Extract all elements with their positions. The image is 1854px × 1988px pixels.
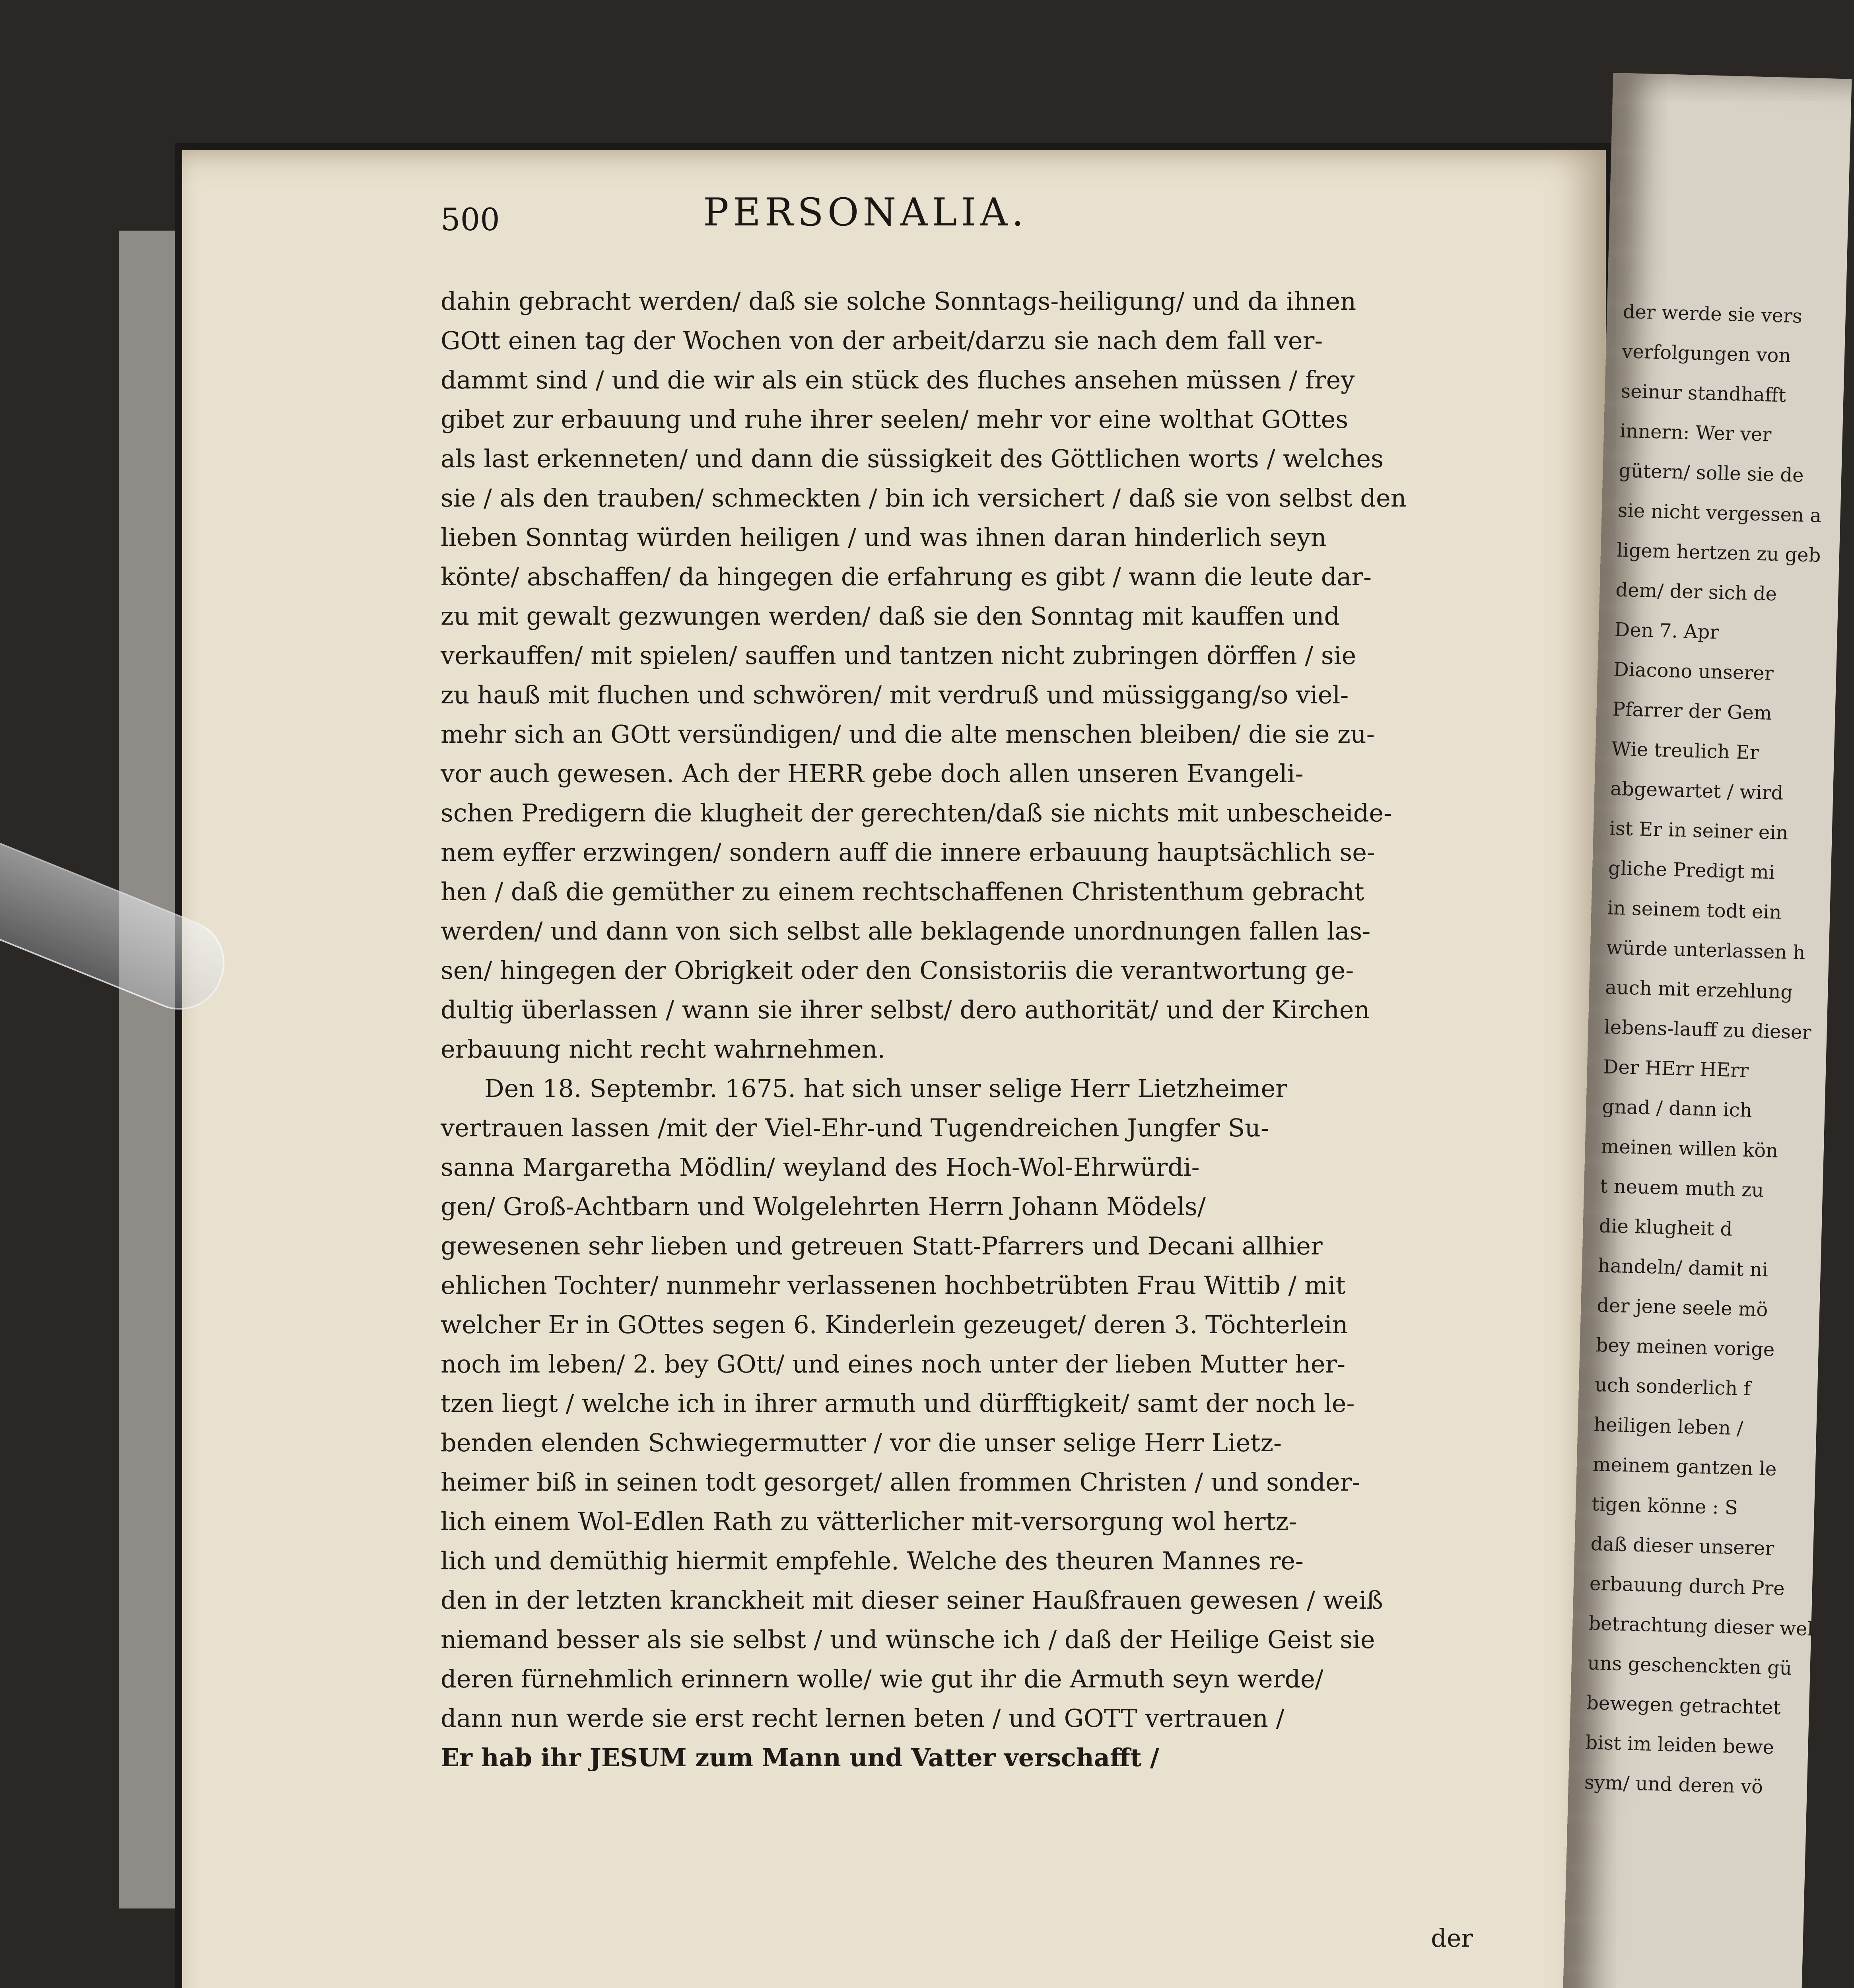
facing-page-line: ist Er in seiner ein [1609,817,1789,845]
facing-page-line: in seinem todt ein [1607,897,1782,924]
facing-page-line: gliche Predigt mi [1608,857,1775,884]
text-line: vertrauen lassen /mit der Viel-Ehr-und Tugendreichen Jungfer Su- [441,1113,1269,1142]
text-line: dultig überlassen / wann sie ihrer selbst/ dero authorität/ und der Kirchen [441,995,1370,1024]
facing-page-line: t neuem muth zu [1599,1175,1764,1202]
facing-page-line: sym/ und deren vö [1584,1771,1763,1798]
facing-page-line: ligem hertzen zu geb [1616,539,1821,567]
text-line: mehr sich an GOtt versündigen/ und die alte menschen bleiben/ die sie zu- [441,720,1375,749]
facing-page-line: würde unterlassen h [1606,936,1806,964]
text-line: GOtt einen tag der Wochen von der arbeit/darzu sie nach dem fall ver- [441,326,1323,355]
text-line: heimer biß in seinen todt gesorget/ allen frommen Christen / und sonder- [441,1468,1360,1497]
text-line: als last erkenneten/ und dann die süssigkeit des Göttlichen worts / welches [441,444,1384,473]
catchword: der [1431,1924,1473,1953]
text-line: gen/ Groß-Achtbarn und Wolgelehrten Herrn Johann Mödels/ [441,1192,1206,1221]
facing-page-line: Pfarrer der Gem [1612,698,1772,724]
text-line: sie / als den trauben/ schmeckten / bin ich versichert / daß sie von selbst den [441,483,1407,513]
text-line: verkauffen/ mit spielen/ sauffen und tantzen nicht zubringen dörffen / sie [441,641,1356,670]
text-line: lich einem Wol-Edlen Rath zu vätterlicher mit-versorgung wol hertz- [441,1507,1297,1536]
text-line: Er hab ihr JESUM zum Mann und Vatter verschafft / [441,1743,1159,1772]
facing-page-line: sie nicht vergessen a [1617,499,1822,527]
facing-page-line: erbauung durch Pre [1589,1572,1785,1600]
facing-page-line: uch sonderlich f [1594,1373,1751,1400]
text-line: lieben Sonntag würden heiligen / und was ihnen daran hinderlich seyn [441,523,1327,552]
page-header [441,186,1316,250]
facing-page-line: betrachtung dieser wel [1588,1612,1814,1640]
facing-page-line: der werde sie vers [1623,300,1803,328]
text-line: gibet zur erbauung und ruhe ihrer seelen/ mehr vor eine wolthat GOttes [441,405,1349,434]
facing-page-line: innern: Wer ver [1619,419,1772,446]
text-line: Den 18. Septembr. 1675. hat sich unser selige Herr Lietzheimer [484,1074,1287,1103]
facing-page-line: bey meinen vorige [1596,1334,1775,1361]
facing-page-line: die klugheit d [1598,1215,1733,1241]
text-line: welcher Er in GOttes segen 6. Kinderlein gezeuget/ deren 3. Töchterlein [441,1310,1348,1339]
text-line: tzen liegt / welche ich in ihrer armuth und dürfftigkeit/ samt der noch le- [441,1389,1355,1418]
facing-page-line: tigen könne : S [1591,1493,1738,1519]
body-text [441,282,1522,1777]
facing-page-line: handeln/ damit ni [1597,1254,1768,1281]
facing-page-line: meinem gantzen le [1592,1453,1777,1480]
text-line: sen/ hingegen der Obrigkeit oder den Consistoriis die verantwortung ge- [441,956,1354,985]
running-head: PERSONALIA. [703,190,1028,235]
text-line: nem eyffer erzwingen/ sondern auff die innere erbauung hauptsächlich se- [441,838,1375,867]
facing-page-line: gütern/ solle sie de [1618,459,1804,487]
facing-page-line: auch mit erzehlung [1605,976,1793,1004]
text-line: dahin gebracht werden/ daß sie solche Sonntags-heiligung/ und da ihnen [441,287,1356,316]
text-line: erbauung nicht recht wahrnehmen. [441,1035,886,1064]
page-number: 500 [441,202,500,238]
facing-page-line: Den 7. Apr [1614,618,1720,644]
text-line: hen / daß die gemüther zu einem rechtschaffenen Christenthum gebracht [441,877,1364,906]
text-line: gewesenen sehr lieben und getreuen Statt-Pfarrers und Decani allhier [441,1231,1323,1260]
text-line: lich und demüthig hiermit empfehle. Welche des theuren Mannes re- [441,1546,1304,1575]
facing-page-line: bist im leiden bewe [1585,1731,1774,1759]
facing-page-line: Wie treulich Er [1611,738,1759,764]
text-line: vor auch gewesen. Ach der HERR gebe doch allen unseren Evangeli- [441,759,1304,788]
text-line: noch im leben/ 2. bey GOtt/ und eines noch unter der lieben Mutter her- [441,1349,1346,1378]
facing-page-line: seinur standhafft [1620,380,1786,407]
text-line: sanna Margaretha Mödlin/ weyland des Hoch-Wol-Ehrwürdi- [441,1153,1200,1182]
facing-page-line: verfolgungen von [1621,340,1792,367]
facing-page-line: lebens-lauff zu dieser [1604,1016,1812,1044]
text-line: zu hauß mit fluchen und schwören/ mit verdruß und müssiggang/so viel- [441,680,1349,709]
text-line: könte/ abschaffen/ da hingegen die erfahrung es gibt / wann die leute dar- [441,562,1372,591]
text-line: deren fürnehmlich erinnern wolle/ wie gut ihr die Armuth seyn werde/ [441,1664,1323,1693]
facing-page-line: uns geschenckten gü [1587,1652,1792,1680]
facing-page-line: gnad / dann ich [1601,1095,1753,1122]
text-line: benden elenden Schwiegermutter / vor die unser selige Herr Lietz- [441,1428,1282,1457]
text-line: dammt sind / und die wir als ein stück des fluches ansehen müssen / frey [441,365,1355,394]
text-line: werden/ und dann von sich selbst alle beklagende unordnungen fallen las- [441,916,1371,945]
facing-page-line: Diacono unserer [1613,658,1774,685]
document-page [182,150,1606,1988]
text-line: zu mit gewalt gezwungen werden/ daß sie den Sonntag mit kauffen und [441,602,1340,631]
facing-page-line: bewegen getrachtet [1586,1691,1781,1719]
facing-page-line: meinen willen kön [1601,1135,1778,1162]
text-line: dann nun werde sie erst recht lernen beten / und GOTT vertrauen / [441,1704,1285,1733]
facing-page-line: der jene seele mö [1596,1294,1768,1321]
facing-page-line: dem/ der sich de [1615,579,1777,606]
facing-page-line: heiligen leben / [1593,1413,1744,1440]
text-line: niemand besser als sie selbst / und wünsche ich / daß der Heilige Geist sie [441,1625,1375,1654]
facing-page-line: Der HErr HErr [1603,1056,1749,1082]
text-line: den in der letzten kranckheit mit dieser seiner Haußfrauen gewesen / weiß [441,1586,1383,1615]
facing-page-line: daß dieser unserer [1590,1532,1774,1560]
text-line: schen Predigern die klugheit der gerechten/daß sie nichts mit unbescheide- [441,798,1392,827]
text-line: ehlichen Tochter/ nunmehr verlassenen hochbetrübten Frau Wittib / mit [441,1271,1346,1300]
facing-page-line: abgewartet / wird [1610,777,1784,804]
